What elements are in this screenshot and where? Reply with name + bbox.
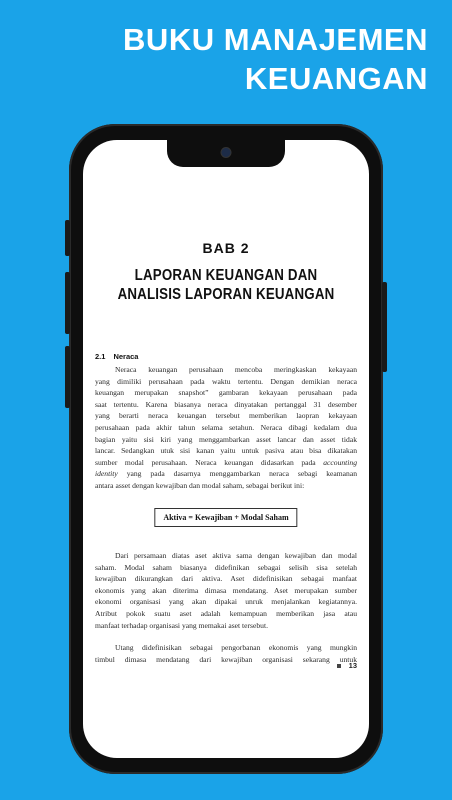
phone-notch [167,140,285,167]
text-line: sumber modal perusahaan. Neraca keuangan didasarkan pada accounting [95,457,357,467]
phone-mockup [69,124,383,774]
formula-box: Aktiva = Kewajiban + Modal Saham [154,508,297,527]
paragraph-1 [95,364,357,492]
italic-term: accounting [323,457,357,467]
chapter-title [113,266,338,304]
text-line: Utang didefinisikan sebagai pengorbanan ekonomis yang mungkin [115,643,357,652]
italic-term: identity [95,469,118,479]
promo-title-line1: BUKU MANAJEMEN [123,22,428,57]
section-number: 2.1 [95,352,106,361]
section-title: Neraca [113,352,139,361]
text-line: lancar. Sedangkan utuk sisi kanan yaitu untuk pasiva atau bisa dikatakan [95,446,357,456]
text-line: yang dimiliki perusahaan pada waktu tertentu. Dengan demikian neraca [95,376,357,386]
text-line: saat tertentu. Karena biasanya neraca dinyatakan pertanggal 31 desember [95,399,357,409]
section-heading [95,352,138,361]
text-line: ekonomi organisasi yang akan dipakai unruk menjalankan kegiatannya. [95,597,357,607]
chapter-title-line1: LAPORAN KEUANGAN DAN [134,267,318,284]
text-line: timbul dimasa mendatang dari kewajiban organisasi sekarang untuk [95,654,357,664]
text-line: perusahaan pada akhir tahun selama setahun. Neraca dibagi kedalam dua [95,422,357,432]
page-number: 13 [348,661,357,670]
text-line: Atribut pokok suatu aset adalah kemampuan memberikan jasa atau [95,608,357,618]
text-line: antara asset dengan kewajiban dan modal saham, sebagai berikut ini: [95,480,305,490]
text-line: kewajiban dikurangkan dari aktiva. Aset didefinisikan sebagai manfaat [95,574,357,584]
phone-screen[interactable] [83,140,369,758]
text-line: keuangan merupakan snapshot” gambaran kekayaan perusahaan pada [95,388,357,398]
phone-volume-up-button [65,272,70,334]
chapter-label: BAB 2 [202,240,250,256]
phone-power-button [382,282,387,372]
paragraph-3 [95,642,357,665]
square-bullet-icon [337,664,341,668]
camera-icon [222,148,231,157]
phone-mute-switch [65,220,70,256]
chapter-title-line2: ANALISIS LAPORAN KEUANGAN [117,286,335,303]
text-line: Neraca keuangan perusahaan mencoba meringkaskan kekayaan [115,365,357,374]
text-line: bagian yaitu sisi kiri yang menggambarkan asset lancar dan asset tidak [95,434,357,444]
text-line: manfaat terhadap organisasi yang memakai aset tersebut. [95,620,268,630]
page-footer [337,661,357,670]
text-line: yang berarti neraca keuangan tersebut memberikan laopran kekayaan [95,411,357,421]
text-line: identity yang pada dasarnya menggambarkan neraca sebagi keamanan [95,469,357,479]
text-line: Dari persamaan diatas aset aktiva sama dengan kewajiban dan modal [115,551,357,560]
phone-volume-down-button [65,346,70,408]
text-line: saham. Modal saham biasanya didefinikan sebagai selisih sisa setelah [95,562,357,572]
text-line: ekonomis yang akan diterima dimasa mendatang. Aset merupakan sumber [95,585,357,595]
promo-title [28,20,428,98]
promo-title-line2: KEUANGAN [244,61,428,96]
paragraph-2 [95,550,357,631]
